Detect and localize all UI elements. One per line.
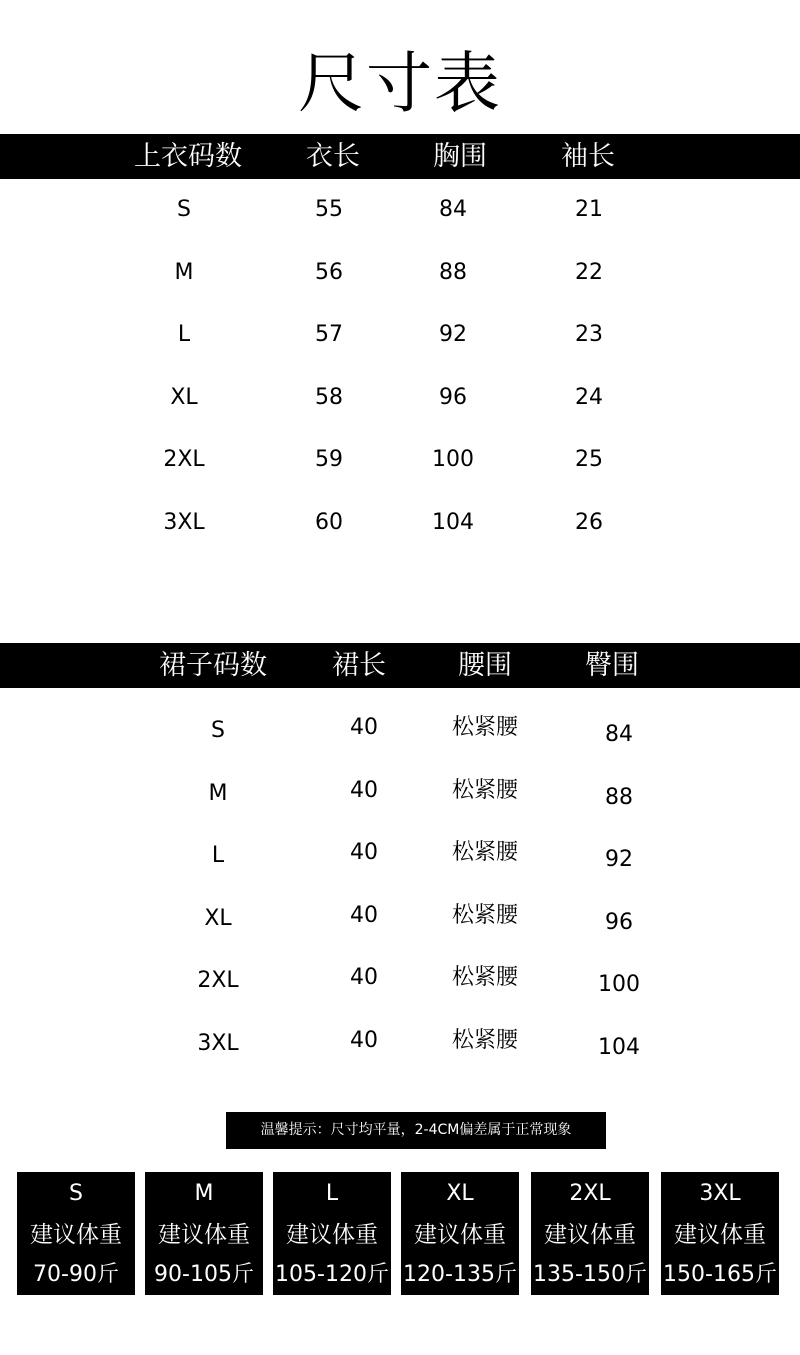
skirt-length-cell: 40 [350, 778, 378, 803]
header-waist: 腰围 [458, 650, 512, 681]
skirt-table-header [0, 643, 800, 688]
top-chest-cell: 92 [439, 322, 467, 347]
header-top-size: 上衣码数 [134, 141, 242, 172]
waist-cell: 松紧腰 [451, 840, 519, 865]
weight-card-size: XL [446, 1181, 474, 1206]
weight-card-size: S [69, 1181, 83, 1206]
top-size-cell: XL [170, 385, 198, 410]
top-chest-cell: 84 [439, 197, 467, 222]
top-size-cell: M [174, 260, 194, 285]
top-size-cell: S [177, 197, 191, 222]
skirt-size-cell: M [208, 781, 228, 806]
weight-card-size: L [325, 1181, 339, 1206]
top-chest-cell: 96 [439, 385, 467, 410]
top-size-cell: 2XL [163, 447, 205, 472]
skirt-length-cell: 40 [350, 1028, 378, 1053]
top-sleeve-cell: 23 [575, 322, 603, 347]
measurement-tip: 温馨提示：尺寸均平量，2-4CM偏差属于正常现象 [226, 1112, 606, 1149]
top-chest-cell: 88 [439, 260, 467, 285]
top-sleeve-cell: 21 [575, 197, 603, 222]
skirt-size-cell: 3XL [197, 1031, 239, 1056]
top-length-cell: 59 [315, 447, 343, 472]
header-hip: 臀围 [585, 650, 639, 681]
weight-card-3xl [661, 1172, 779, 1295]
top-sleeve-cell: 26 [575, 510, 603, 535]
top-chest-cell: 100 [432, 447, 474, 472]
skirt-length-cell: 40 [350, 965, 378, 990]
top-length-cell: 56 [315, 260, 343, 285]
header-top-sleeve: 袖长 [561, 141, 615, 172]
top-sleeve-cell: 22 [575, 260, 603, 285]
weight-card-range: 120-135斤 [403, 1262, 517, 1287]
weight-card-s [17, 1172, 135, 1295]
hip-cell: 92 [605, 847, 633, 872]
weight-card-range: 70-90斤 [33, 1262, 119, 1287]
page-title: 尺寸表 [298, 45, 502, 122]
weight-card-range: 105-120斤 [275, 1262, 389, 1287]
waist-cell: 松紧腰 [451, 1028, 519, 1053]
weight-card-2xl [531, 1172, 649, 1295]
skirt-length-cell: 40 [350, 903, 378, 928]
skirt-size-cell: XL [204, 906, 232, 931]
top-sleeve-cell: 24 [575, 385, 603, 410]
header-skirt-size: 裙子码数 [159, 650, 267, 681]
top-length-cell: 58 [315, 385, 343, 410]
waist-cell: 松紧腰 [451, 778, 519, 803]
weight-card-label: 建议体重 [414, 1222, 506, 1248]
weight-card-range: 90-105斤 [154, 1262, 254, 1287]
header-top-chest: 胸围 [433, 141, 487, 172]
weight-card-range: 135-150斤 [533, 1262, 647, 1287]
skirt-size-cell: S [211, 718, 225, 743]
hip-cell: 88 [605, 785, 633, 810]
waist-cell: 松紧腰 [451, 965, 519, 990]
weight-card-label: 建议体重 [544, 1222, 636, 1248]
hip-cell: 84 [605, 722, 633, 747]
top-size-cell: L [177, 322, 191, 347]
hip-cell: 100 [598, 972, 640, 997]
weight-card-m [145, 1172, 263, 1295]
waist-cell: 松紧腰 [451, 903, 519, 928]
skirt-size-cell: L [211, 843, 225, 868]
header-skirt-length: 裙长 [332, 650, 386, 681]
weight-card-size: 3XL [699, 1181, 741, 1206]
weight-card-label: 建议体重 [674, 1222, 766, 1248]
header-top-length: 衣长 [306, 141, 360, 172]
hip-cell: 96 [605, 910, 633, 935]
top-chest-cell: 104 [432, 510, 474, 535]
weight-card-xl [401, 1172, 519, 1295]
weight-card-size: M [194, 1181, 214, 1206]
top-table-header [0, 134, 800, 179]
weight-card-label: 建议体重 [286, 1222, 378, 1248]
top-length-cell: 57 [315, 322, 343, 347]
top-length-cell: 60 [315, 510, 343, 535]
skirt-length-cell: 40 [350, 840, 378, 865]
top-length-cell: 55 [315, 197, 343, 222]
top-sleeve-cell: 25 [575, 447, 603, 472]
weight-card-range: 150-165斤 [663, 1262, 777, 1287]
skirt-size-cell: 2XL [197, 968, 239, 993]
waist-cell: 松紧腰 [451, 715, 519, 740]
weight-card-label: 建议体重 [30, 1222, 122, 1248]
weight-card-size: 2XL [569, 1181, 611, 1206]
weight-card-label: 建议体重 [158, 1222, 250, 1248]
weight-card-l [273, 1172, 391, 1295]
hip-cell: 104 [598, 1035, 640, 1060]
skirt-length-cell: 40 [350, 715, 378, 740]
top-size-cell: 3XL [163, 510, 205, 535]
